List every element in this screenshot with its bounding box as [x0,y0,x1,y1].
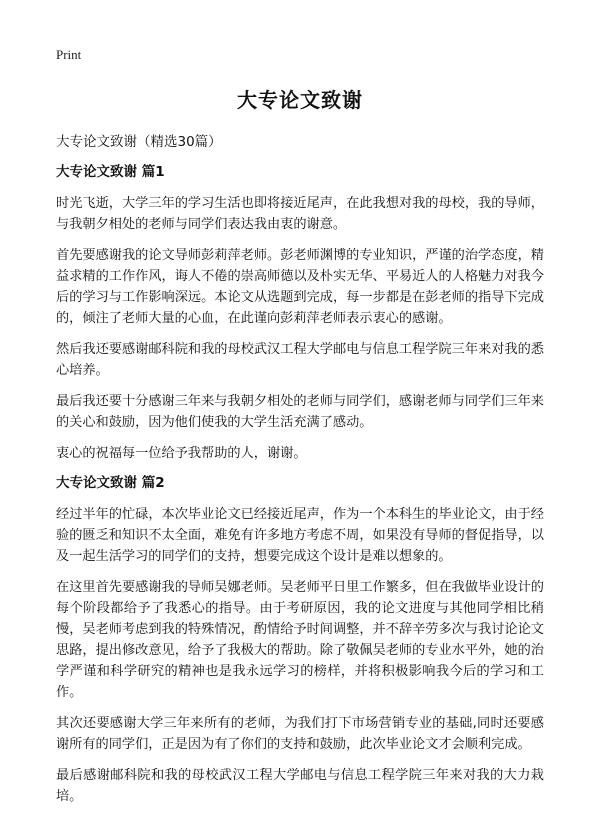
paragraph: 经过半年的忙碌，本次毕业论文已经接近尾声，作为一个本科生的毕业论文，由于经验的匮乏和知识不太全面，难免有许多地方考虑不周，如果没有导师的督促指导，以及一起生活学习的同学们的支持，想要完成这个设计是难以想象的。 [56,507,544,564]
section-heading-2: 大专论文致谢 篇2 [56,475,165,491]
paragraph: 衷心的祝福每一位给予我帮助的人，谢谢。 [56,446,307,461]
paragraph: 在这里首先要感谢我的导师吴娜老师。吴老师平日里工作繁多，但在我做毕业设计的每个阶段都给予了我悉心的指导。由于考研原因，我的论文进度与其他同学相比稍慢，吴老师考虑到我的特殊情况，酌情给予时间调整，并不辞辛劳多次与我讨论论文思路，提出修改意见，给予了我极大的帮助。除了敬佩吴老师的专业水平外，她的治学严谨和科学研究的精神也是我永远学习的榜样，并将积极影响我今后的学习和工作。 [56,580,544,700]
paragraph: 最后我还要十分感谢三年来与我朝夕相处的老师与同学们，感谢老师与同学们三年来的关心和鼓励，因为他们使我的大学生活充满了感动。 [56,394,544,430]
paragraph: 最后感谢邮科院和我的母校武汉工程大学邮电与信息工程学院三年来对我的大力栽培。 [56,768,544,804]
paragraph: 时光飞逝，大学三年的学习生活也即将接近尾声，在此我想对我的母校，我的导师，与我朝夕相处的老师与同学们表达我由衷的谢意。 [56,196,544,232]
document-title: 大专论文致谢 [237,88,363,112]
document-subtitle: 大专论文致谢（精选30篇） [56,134,222,150]
print-link[interactable]: Print [56,47,82,62]
section-heading-1: 大专论文致谢 篇1 [56,164,165,180]
paragraph: 其次还要感谢大学三年来所有的老师，为我们打下市场营销专业的基础,同时还要感谢所有的同学们，正是因为有了你们的支持和鼓励，此次毕业论文才会顺利完成。 [56,716,544,752]
paragraph: 首先要感谢我的论文导师彭莉萍老师。彭老师渊博的专业知识，严谨的治学态度，精益求精的工作作风，诲人不倦的崇高师德以及朴实无华、平易近人的人格魅力对我今后的学习与工作影响深远。本论文从选题到完成，每一步都是在彭老师的指导下完成的，倾注了老师大量的心血，在此谨向彭莉萍老师表示衷心的感谢。 [56,248,544,326]
paragraph: 然后我还要感谢邮科院和我的母校武汉工程大学邮电与信息工程学院三年来对我的悉心培养。 [56,342,544,378]
